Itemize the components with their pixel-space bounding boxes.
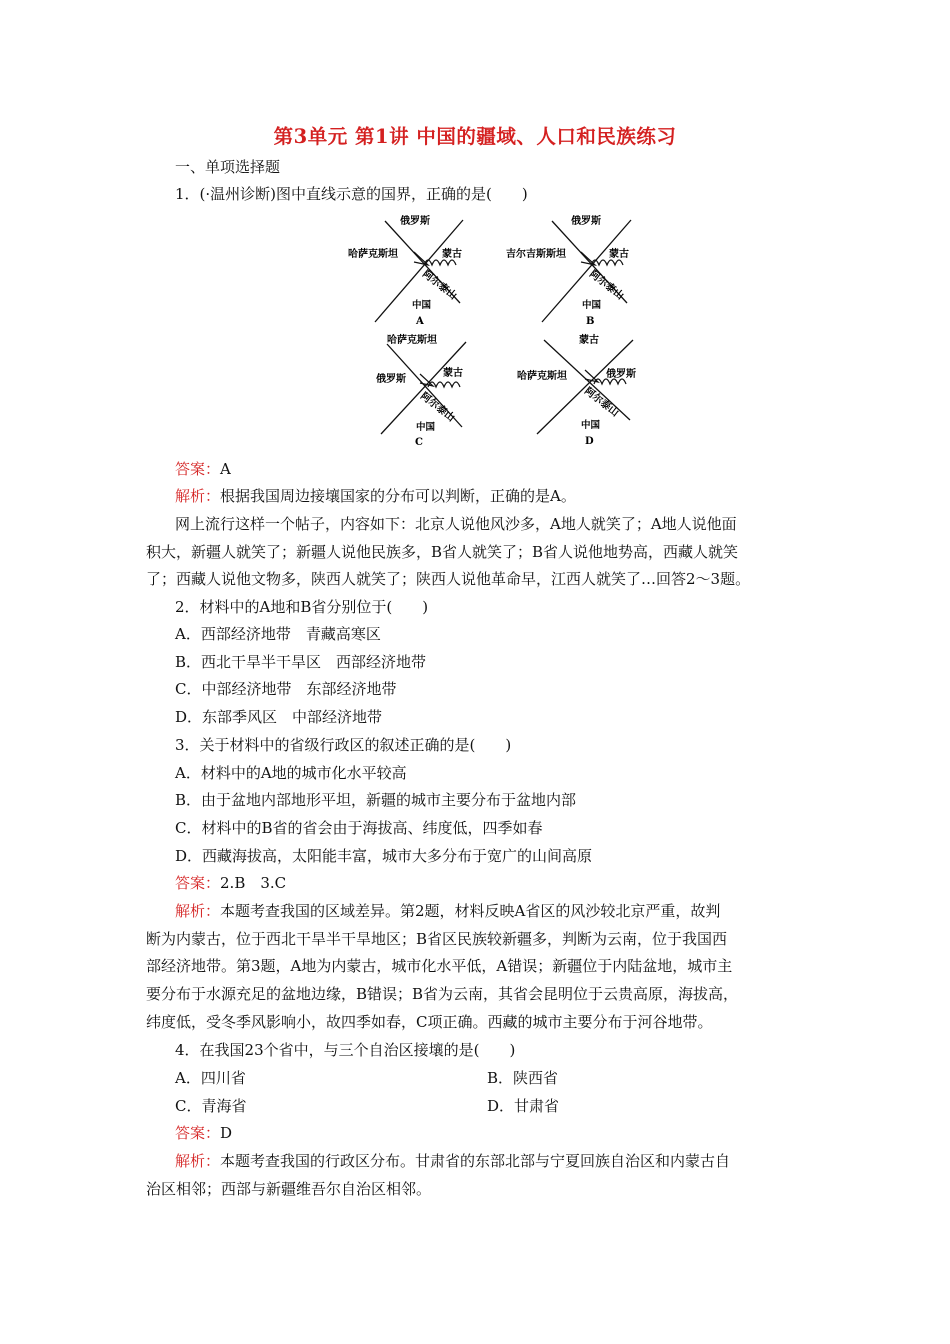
diagram-panel-a [348, 214, 463, 327]
analysis-text: 本题考查我国的区域差异。第2题，材料反映A省区的风沙较北京严重，故判 [220, 902, 721, 920]
question-4-option: A．四川省 [175, 1069, 246, 1087]
panel-b-letter: B [586, 316, 595, 327]
answer-label: 答案： [175, 1124, 221, 1142]
page-title: 第3单元 第1讲 中国的疆域、人口和民族练习 [273, 125, 677, 148]
panel-a-bottom: 中国 [412, 300, 432, 311]
answer-label: 答案： [175, 874, 221, 892]
panel-a-left: 哈萨克斯坦 [348, 249, 398, 260]
analysis-line: 治区相邻；西部与新疆维吾尔自治区相邻。 [146, 1180, 432, 1198]
analysis-label: 解析： [175, 902, 221, 920]
question-2-option: B．西北干旱半干旱区 西部经济地带 [175, 653, 427, 671]
question-3-option: B．由于盆地内部地形平坦，新疆的城市主要分布于盆地内部 [175, 791, 577, 809]
answer-value: A [220, 460, 231, 478]
section-heading: 一、单项选择题 [175, 158, 281, 176]
question-2-option: D．东部季风区 中部经济地带 [175, 708, 383, 726]
question-3-option: A．材料中的A地的城市化水平较高 [175, 764, 407, 782]
panel-d-right: 俄罗斯 [606, 369, 636, 380]
question-3-analysis [175, 901, 720, 921]
border-diagram-figure [330, 207, 660, 452]
analysis-line: 部经济地带。第3题，A地为内蒙古，城市化水平低，A错误；新疆位于内陆盆地，城市主 [146, 957, 733, 975]
panel-c-letter: C [415, 437, 423, 448]
analysis-line: 纬度低，受冬季风影响小，故四季如春，C项正确。西藏的城市主要分布于河谷地带。 [146, 1013, 713, 1031]
analysis-text: 本题考查我国的行政区分布。甘肃省的东部北部与宁夏回族自治区和内蒙古自 [220, 1152, 731, 1170]
passage-line: 积大，新疆人就笑了；新疆人说他民族多，B省人就笑了；B省人说他地势高，西藏人就笑 [146, 543, 739, 561]
question-4-answer [175, 1123, 232, 1143]
passage-line: 了；西藏人说他文物多，陕西人就笑了；陕西人说他革命早，江西人就笑了…回答2～3题。 [146, 570, 751, 588]
panel-a-mountain: 阿尔泰山 [420, 268, 459, 302]
panel-d-mountain: 阿尔泰山 [582, 385, 621, 419]
panel-c-mountain: 阿尔泰山 [418, 390, 457, 424]
question-1-answer [175, 459, 231, 479]
panel-d-letter: D [585, 436, 594, 447]
diagram-panel-b [506, 214, 631, 327]
panel-b-mountain: 阿尔泰山 [587, 268, 626, 302]
panel-d-top: 蒙古 [579, 335, 599, 346]
question-3-option: C．材料中的B省的省会由于海拔高、纬度低，四季如春 [175, 819, 543, 837]
question-3-answer [175, 873, 286, 893]
answer-label: 答案： [175, 460, 221, 478]
panel-a-top: 俄罗斯 [400, 216, 430, 227]
question-3-option: D．西藏海拔高，太阳能丰富，城市大多分布于宽广的山间高原 [175, 847, 593, 865]
question-4-option: B．陕西省 [487, 1069, 559, 1087]
answer-value: D [220, 1124, 233, 1142]
diagram-panel-d [517, 333, 636, 447]
question-2-option: A．西部经济地带 青藏高寒区 [175, 625, 381, 643]
panel-c-bottom: 中国 [416, 422, 436, 433]
diagram-panel-c [376, 333, 466, 448]
panel-b-left: 吉尔吉斯斯坦 [506, 249, 566, 260]
analysis-line: 断为内蒙古，位于西北干旱半干旱地区；B省区民族较新疆多，判断为云南，位于我国西 [146, 930, 728, 948]
analysis-text: 根据我国周边接壤国家的分布可以判断，正确的是A。 [220, 487, 576, 505]
analysis-label: 解析： [175, 487, 221, 505]
panel-b-right: 蒙古 [609, 249, 629, 260]
panel-d-bottom: 中国 [581, 420, 601, 431]
question-2-option: C．中部经济地带 东部经济地带 [175, 680, 397, 698]
question-4-option: C．青海省 [175, 1097, 247, 1115]
panel-b-top: 俄罗斯 [571, 216, 601, 227]
question-1-analysis [175, 486, 576, 506]
question-3-stem: 3．关于材料中的省级行政区的叙述正确的是( ) [175, 736, 512, 754]
question-1-stem: 1．(·温州诊断)图中直线示意的国界，正确的是( ) [175, 185, 528, 203]
question-4-analysis [175, 1151, 730, 1171]
question-4-option: D．甘肃省 [487, 1097, 560, 1115]
panel-c-right: 蒙古 [443, 368, 463, 379]
panel-c-left: 俄罗斯 [376, 374, 406, 385]
panel-a-letter: A [416, 316, 424, 327]
panel-a-right: 蒙古 [442, 249, 462, 260]
question-2-stem: 2．材料中的A地和B省分别位于( ) [175, 598, 429, 616]
panel-b-bottom: 中国 [582, 300, 602, 311]
question-4-stem: 4．在我国23个省中，与三个自治区接壤的是( ) [175, 1041, 516, 1059]
answer-value: 2.B 3.C [220, 874, 287, 892]
panel-d-left: 哈萨克斯坦 [517, 371, 567, 382]
analysis-line: 要分布于水源充足的盆地边缘，B错误；B省为云南，其省会昆明位于云贵高原，海拔高， [146, 985, 739, 1003]
passage-line: 网上流行这样一个帖子，内容如下：北京人说他风沙多，A地人就笑了；A地人说他面 [175, 515, 737, 533]
panel-c-top: 哈萨克斯坦 [387, 335, 437, 346]
analysis-label: 解析： [175, 1152, 221, 1170]
